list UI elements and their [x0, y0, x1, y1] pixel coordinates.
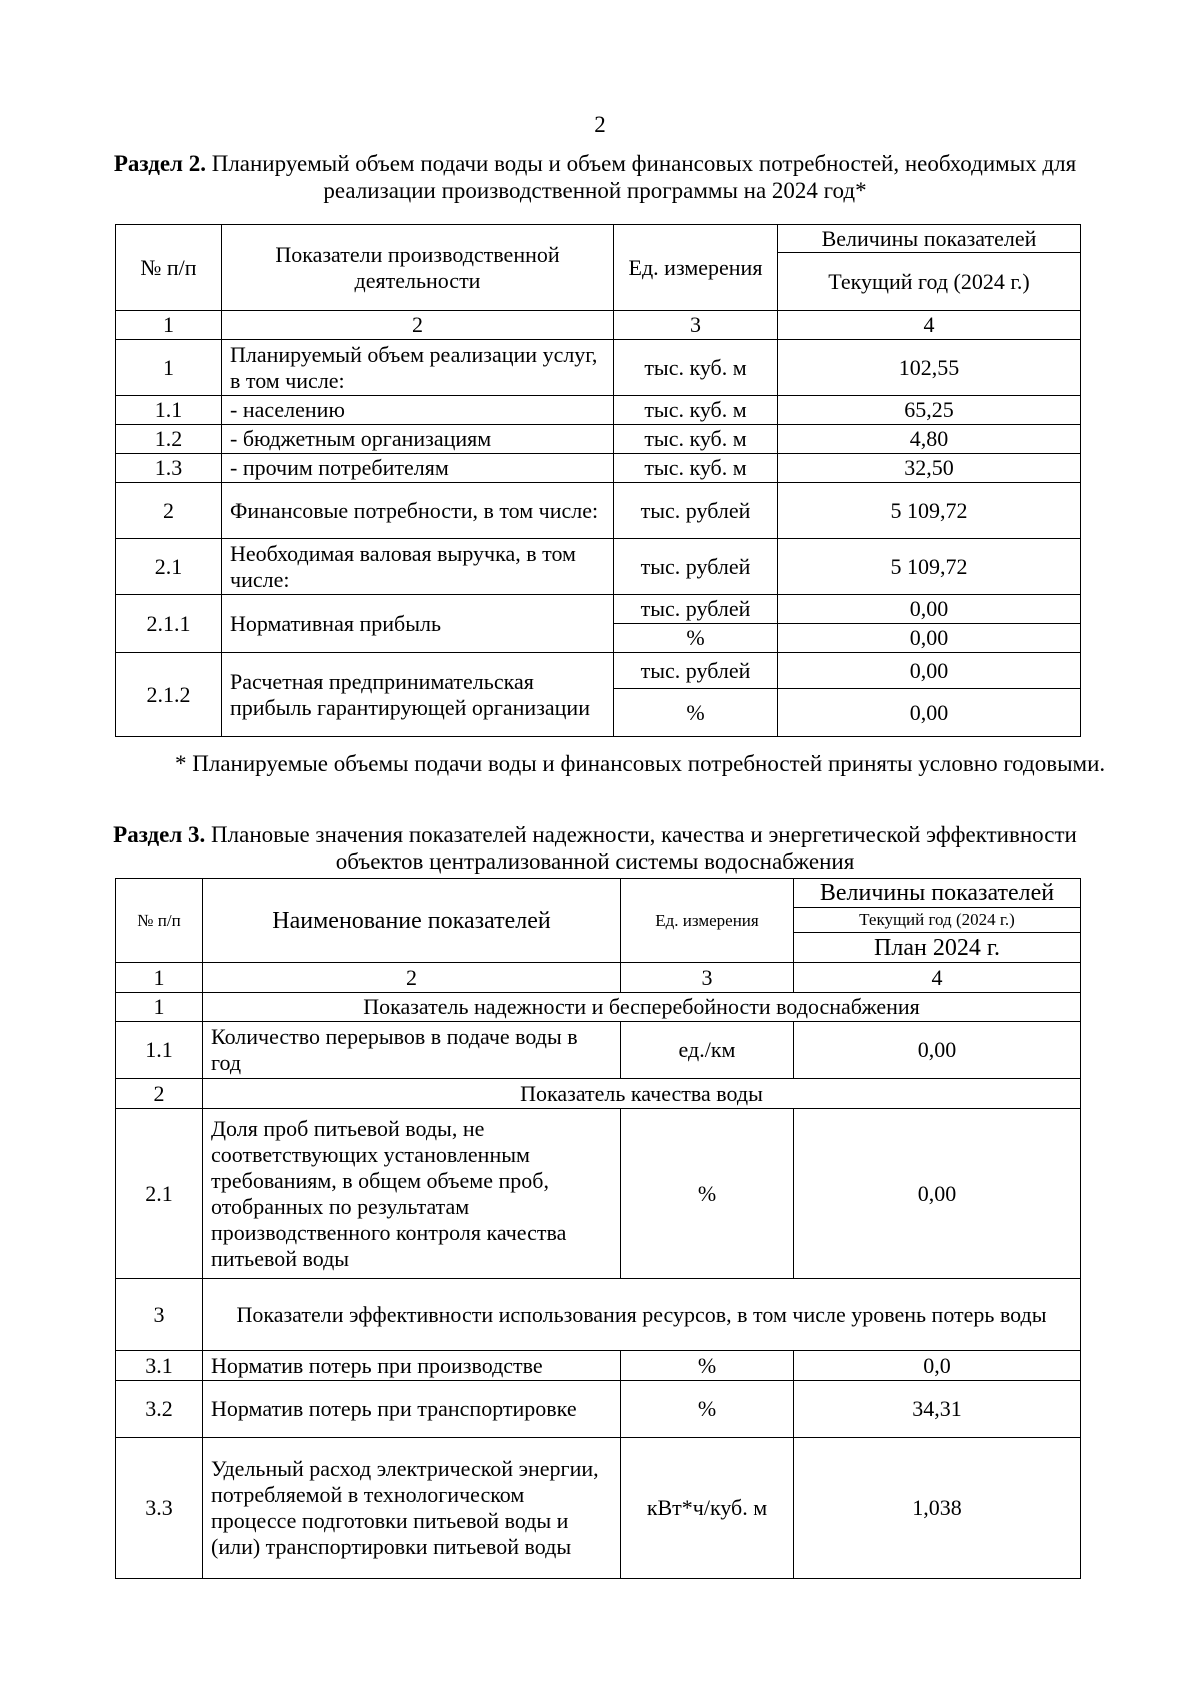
page-number: 2 [594, 112, 606, 137]
row-unit: тыс. рублей [614, 595, 778, 624]
table-row [116, 1022, 1081, 1079]
group-num: 3 [116, 1279, 203, 1351]
row-name: Норматив потерь при транспортировке [203, 1381, 621, 1438]
header-values: Величины показателей [794, 879, 1081, 908]
row-num: 2.1.1 [116, 595, 222, 653]
table-row [116, 425, 1081, 454]
row-unit: ед./км [621, 1022, 794, 1079]
col-number: 2 [222, 311, 614, 340]
row-name: Удельный расход электрической энергии, потребляемой в технологическом процессе подготовки питьевой воды и (или) транспортировки питьевой воды [203, 1438, 621, 1579]
table-row [116, 595, 1081, 624]
header-plan: План 2024 г. [794, 933, 1081, 963]
header-values: Величины показателей [778, 225, 1081, 253]
table-row [116, 1351, 1081, 1381]
row-value: 0,00 [794, 1109, 1081, 1279]
row-unit: % [621, 1109, 794, 1279]
row-value: 1,038 [794, 1438, 1081, 1579]
row-num: 3.2 [116, 1381, 203, 1438]
row-num: 1 [116, 340, 222, 396]
row-num: 1.3 [116, 454, 222, 483]
header-unit: Ед. измерения [621, 879, 794, 963]
group-row [116, 1279, 1081, 1351]
row-name: - населению [222, 396, 614, 425]
row-unit: тыс. куб. м [614, 396, 778, 425]
row-name: - бюджетным организациям [222, 425, 614, 454]
row-num: 3.1 [116, 1351, 203, 1381]
row-num: 2 [116, 483, 222, 539]
section-2-table [115, 224, 1081, 737]
table-row [116, 539, 1081, 595]
header-indicators: Наименование показателей [203, 879, 621, 963]
row-name: Доля проб питьевой воды, не соответствующих установленным требованиям, в общем объеме проб, отобранных по результатам производственного контроля качества питьевой воды [203, 1109, 621, 1279]
row-value: 32,50 [778, 454, 1081, 483]
section-2-title-text: Планируемый объем подачи воды и объем финансовых потребностей, необходимых для реализации производственной программы на 2024 год* [205, 151, 1077, 203]
row-unit: тыс. куб. м [614, 340, 778, 396]
row-value: 65,25 [778, 396, 1081, 425]
row-value: 0,0 [794, 1351, 1081, 1381]
row-value: 4,80 [778, 425, 1081, 454]
row-num: 1.2 [116, 425, 222, 454]
group-row [116, 993, 1081, 1022]
row-value: 0,00 [794, 1022, 1081, 1079]
row-unit: % [621, 1351, 794, 1381]
row-value: 0,00 [778, 653, 1081, 689]
group-title: Показатель качества воды [203, 1079, 1081, 1109]
col-number: 2 [203, 963, 621, 993]
section-3-title-text: Плановые значения показателей надежности, качества и энергетической эффективности объектов централизованной системы водоснабжения [205, 822, 1077, 874]
header-current-year: Текущий год (2024 г.) [794, 908, 1081, 933]
row-name: - прочим потребителям [222, 454, 614, 483]
table-row [116, 1109, 1081, 1279]
row-name: Количество перерывов в подаче воды в год [203, 1022, 621, 1079]
row-name: Необходимая валовая выручка, в том числе: [222, 539, 614, 595]
group-title: Показатели эффективности использования ресурсов, в том числе уровень потерь воды [203, 1279, 1081, 1351]
section-3-table [115, 878, 1081, 1579]
table-row [116, 1381, 1081, 1438]
header-current-year: Текущий год (2024 г.) [778, 253, 1081, 311]
header-unit: Ед. измерения [614, 225, 778, 311]
row-num: 2.1.2 [116, 653, 222, 737]
row-value: 0,00 [778, 624, 1081, 653]
row-unit: тыс. куб. м [614, 425, 778, 454]
row-unit: тыс. рублей [614, 483, 778, 539]
row-num: 2.1 [116, 539, 222, 595]
section-3-title-bold: Раздел 3. [113, 822, 206, 847]
group-title: Показатель надежности и бесперебойности водоснабжения [203, 993, 1081, 1022]
row-name: Нормативная прибыль [222, 595, 614, 653]
group-row [116, 1079, 1081, 1109]
section-2-title-bold: Раздел 2. [113, 151, 206, 176]
row-unit: кВт*ч/куб. м [621, 1438, 794, 1579]
row-name: Планируемый объем реализации услуг, в том числе: [222, 340, 614, 396]
group-num: 2 [116, 1079, 203, 1109]
row-name: Финансовые потребности, в том числе: [222, 483, 614, 539]
col-number: 4 [794, 963, 1081, 993]
table-row [116, 454, 1081, 483]
row-unit: тыс. куб. м [614, 454, 778, 483]
col-number: 1 [116, 311, 222, 340]
row-num: 1.1 [116, 396, 222, 425]
table-row [116, 396, 1081, 425]
row-name: Норматив потерь при производстве [203, 1351, 621, 1381]
row-unit: % [614, 689, 778, 737]
col-number: 3 [614, 311, 778, 340]
row-value: 102,55 [778, 340, 1081, 396]
header-num: № п/п [116, 879, 203, 963]
header-num: № п/п [116, 225, 222, 311]
col-number: 1 [116, 963, 203, 993]
col-number: 3 [621, 963, 794, 993]
row-unit: тыс. рублей [614, 653, 778, 689]
footnote: * Планируемые объемы подачи воды и финансовых потребностей приняты условно годовыми. [175, 751, 1106, 776]
row-num: 1.1 [116, 1022, 203, 1079]
row-unit: % [621, 1381, 794, 1438]
row-unit: тыс. рублей [614, 539, 778, 595]
row-value: 34,31 [794, 1381, 1081, 1438]
table-row [116, 340, 1081, 396]
section-2-title [110, 150, 1080, 204]
table-row [116, 483, 1081, 539]
row-num: 2.1 [116, 1109, 203, 1279]
row-value: 5 109,72 [778, 539, 1081, 595]
table-row [116, 653, 1081, 689]
row-unit: % [614, 624, 778, 653]
row-value: 0,00 [778, 689, 1081, 737]
col-number: 4 [778, 311, 1081, 340]
table-row [116, 1438, 1081, 1579]
group-num: 1 [116, 993, 203, 1022]
section-3-title [110, 821, 1080, 875]
row-value: 0,00 [778, 595, 1081, 624]
row-num: 3.3 [116, 1438, 203, 1579]
row-name: Расчетная предпринимательская прибыль гарантирующей организации [222, 653, 614, 737]
header-indicators: Показатели производственной деятельности [222, 225, 614, 311]
row-value: 5 109,72 [778, 483, 1081, 539]
